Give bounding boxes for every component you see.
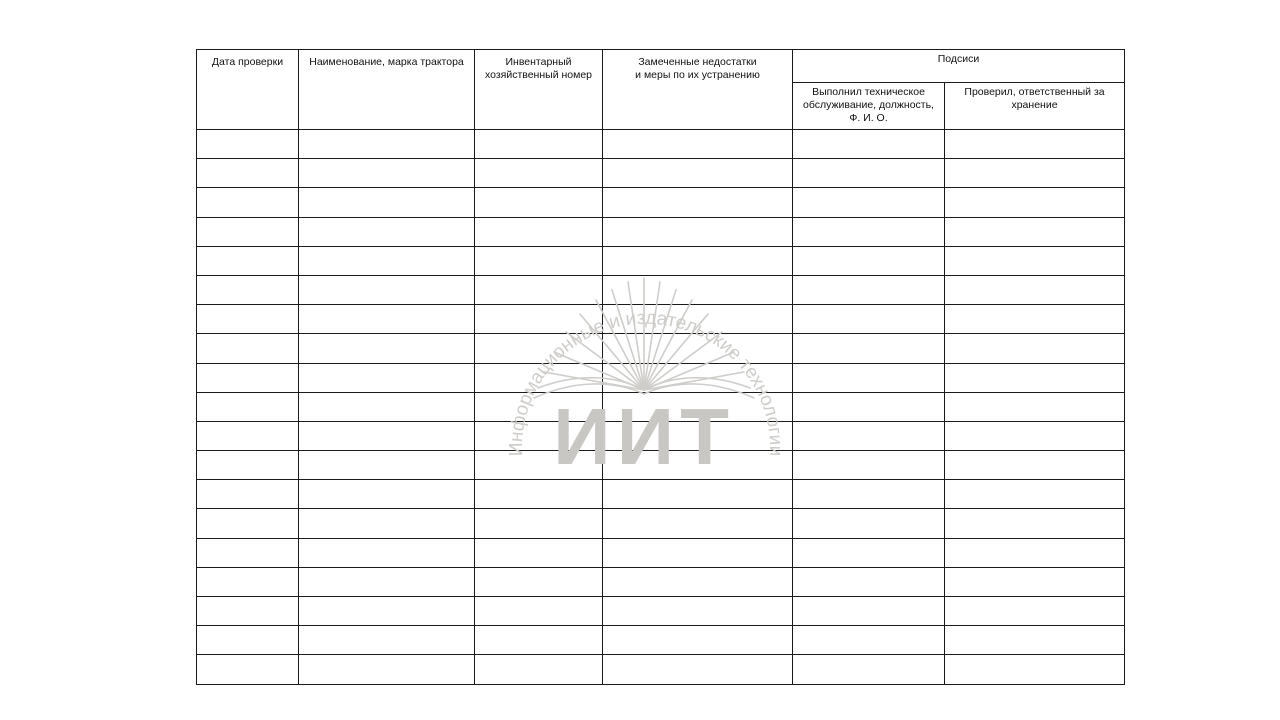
table-cell xyxy=(603,246,793,275)
table-cell xyxy=(299,421,475,450)
table-cell xyxy=(793,159,945,188)
table-cell xyxy=(945,188,1125,217)
table-cell xyxy=(299,509,475,538)
table-cell xyxy=(475,655,603,684)
table-cell xyxy=(945,538,1125,567)
table-cell xyxy=(603,130,793,159)
table-cell xyxy=(793,597,945,626)
table-cell xyxy=(197,480,299,509)
table-cell xyxy=(299,130,475,159)
table-cell xyxy=(299,626,475,655)
table-cell xyxy=(945,567,1125,596)
table-cell xyxy=(945,246,1125,275)
table-cell xyxy=(197,130,299,159)
table-cell xyxy=(945,275,1125,304)
table-cell xyxy=(299,305,475,334)
table-cell xyxy=(197,305,299,334)
table-cell xyxy=(197,509,299,538)
table-cell xyxy=(197,363,299,392)
table-cell xyxy=(945,130,1125,159)
table-cell xyxy=(475,334,603,363)
table-cell xyxy=(475,451,603,480)
table-cell xyxy=(197,655,299,684)
table-cell xyxy=(793,480,945,509)
watermark-arc-text: Информационные и издательские технологии xyxy=(505,307,787,457)
table-cell xyxy=(197,451,299,480)
table-row xyxy=(197,305,1125,334)
table-cell xyxy=(945,421,1125,450)
table-cell xyxy=(793,451,945,480)
table-cell xyxy=(603,509,793,538)
header-checked-line2: хранение xyxy=(1011,99,1058,112)
table-cell xyxy=(475,275,603,304)
table-cell xyxy=(299,392,475,421)
table-cell xyxy=(603,567,793,596)
table-cell xyxy=(475,363,603,392)
table-cell xyxy=(299,363,475,392)
table-row xyxy=(197,626,1125,655)
watermark-logo-text: ИИТ xyxy=(553,392,735,481)
table-cell xyxy=(475,626,603,655)
table-row xyxy=(197,567,1125,596)
table-cell xyxy=(475,159,603,188)
table-cell xyxy=(475,392,603,421)
table-row xyxy=(197,159,1125,188)
table-row xyxy=(197,217,1125,246)
table-cell xyxy=(475,509,603,538)
table-cell xyxy=(945,480,1125,509)
table-cell xyxy=(793,567,945,596)
table-cell xyxy=(945,597,1125,626)
header-checked-by xyxy=(945,83,1125,130)
table-cell xyxy=(475,567,603,596)
table-cell xyxy=(793,334,945,363)
table-cell xyxy=(475,480,603,509)
table-cell xyxy=(475,217,603,246)
table-cell xyxy=(299,275,475,304)
header-date: Дата проверки xyxy=(197,50,299,130)
header-performed-line1: Выполнил техническое xyxy=(812,86,925,99)
table-cell xyxy=(475,538,603,567)
table-cell xyxy=(945,334,1125,363)
table-cell xyxy=(945,392,1125,421)
table-cell xyxy=(197,421,299,450)
table-row xyxy=(197,246,1125,275)
table-cell xyxy=(475,421,603,450)
table-cell xyxy=(299,655,475,684)
table-cell xyxy=(793,538,945,567)
table-row xyxy=(197,130,1125,159)
header-tractor-name: Наименование, марка трактора xyxy=(299,50,475,130)
table-cell xyxy=(197,392,299,421)
table-row xyxy=(197,655,1125,684)
table-cell xyxy=(945,217,1125,246)
table-cell xyxy=(945,655,1125,684)
table-row xyxy=(197,538,1125,567)
table-cell xyxy=(793,626,945,655)
table-cell xyxy=(197,275,299,304)
table-cell xyxy=(793,363,945,392)
table-cell xyxy=(603,363,793,392)
table-row xyxy=(197,480,1125,509)
table-body xyxy=(197,130,1125,685)
table-cell xyxy=(945,626,1125,655)
table-cell xyxy=(197,188,299,217)
header-defects xyxy=(603,50,793,130)
table-cell xyxy=(793,275,945,304)
table-cell xyxy=(299,159,475,188)
table-cell xyxy=(603,217,793,246)
table-cell xyxy=(793,509,945,538)
table-cell xyxy=(793,217,945,246)
table-row xyxy=(197,451,1125,480)
table-cell xyxy=(197,538,299,567)
inspection-log-table xyxy=(196,49,1125,685)
table-cell xyxy=(603,597,793,626)
table-cell xyxy=(197,246,299,275)
header-defects-line2: и меры по их устранению xyxy=(635,69,760,81)
table-cell xyxy=(475,597,603,626)
table-cell xyxy=(603,392,793,421)
table-cell xyxy=(793,421,945,450)
table-cell xyxy=(299,217,475,246)
table-cell xyxy=(475,246,603,275)
table-cell xyxy=(603,305,793,334)
table-cell xyxy=(793,655,945,684)
table-cell xyxy=(603,188,793,217)
table-cell xyxy=(197,626,299,655)
table-cell xyxy=(475,188,603,217)
table-cell xyxy=(793,305,945,334)
table-cell xyxy=(793,130,945,159)
table-cell xyxy=(793,188,945,217)
table-cell xyxy=(299,538,475,567)
table-row xyxy=(197,392,1125,421)
table-cell xyxy=(945,451,1125,480)
header-inventory-line1: Инвентарный xyxy=(505,56,572,68)
table-cell xyxy=(603,538,793,567)
table-cell xyxy=(299,480,475,509)
table-cell xyxy=(299,597,475,626)
table-row xyxy=(197,363,1125,392)
table-cell xyxy=(603,275,793,304)
table-cell xyxy=(945,159,1125,188)
table-cell xyxy=(197,159,299,188)
table-cell xyxy=(793,392,945,421)
table-cell xyxy=(299,188,475,217)
header-inventory-line2: хозяйственный номер xyxy=(484,69,593,81)
table-cell xyxy=(603,334,793,363)
table-cell xyxy=(603,480,793,509)
table-cell xyxy=(197,597,299,626)
table-cell xyxy=(197,217,299,246)
table-cell xyxy=(603,626,793,655)
header-signatures: Подсиси xyxy=(793,50,1125,83)
table-cell xyxy=(299,451,475,480)
table-cell xyxy=(603,655,793,684)
table-row xyxy=(197,275,1125,304)
table-row xyxy=(197,188,1125,217)
table-cell xyxy=(945,305,1125,334)
header-performed-line3: Ф. И. О. xyxy=(849,112,888,125)
table-cell xyxy=(793,246,945,275)
table-cell xyxy=(299,246,475,275)
table-cell xyxy=(197,334,299,363)
table-cell xyxy=(299,567,475,596)
header-checked-line1: Проверил, ответственный за xyxy=(964,86,1105,99)
table-cell xyxy=(945,363,1125,392)
table-cell xyxy=(945,509,1125,538)
table-row xyxy=(197,597,1125,626)
table-cell xyxy=(299,334,475,363)
table-row xyxy=(197,334,1125,363)
table-header xyxy=(197,50,1125,130)
header-performed-line2: обслуживание, должность, xyxy=(803,99,934,112)
header-inventory-number xyxy=(475,50,603,130)
table-row xyxy=(197,421,1125,450)
table-cell xyxy=(197,567,299,596)
table-cell xyxy=(603,159,793,188)
header-performed-by xyxy=(793,83,945,130)
table-row xyxy=(197,509,1125,538)
table-cell xyxy=(603,451,793,480)
header-defects-line1: Замеченные недостатки xyxy=(638,56,757,68)
table-cell xyxy=(603,421,793,450)
table-cell xyxy=(475,130,603,159)
table-cell xyxy=(475,305,603,334)
